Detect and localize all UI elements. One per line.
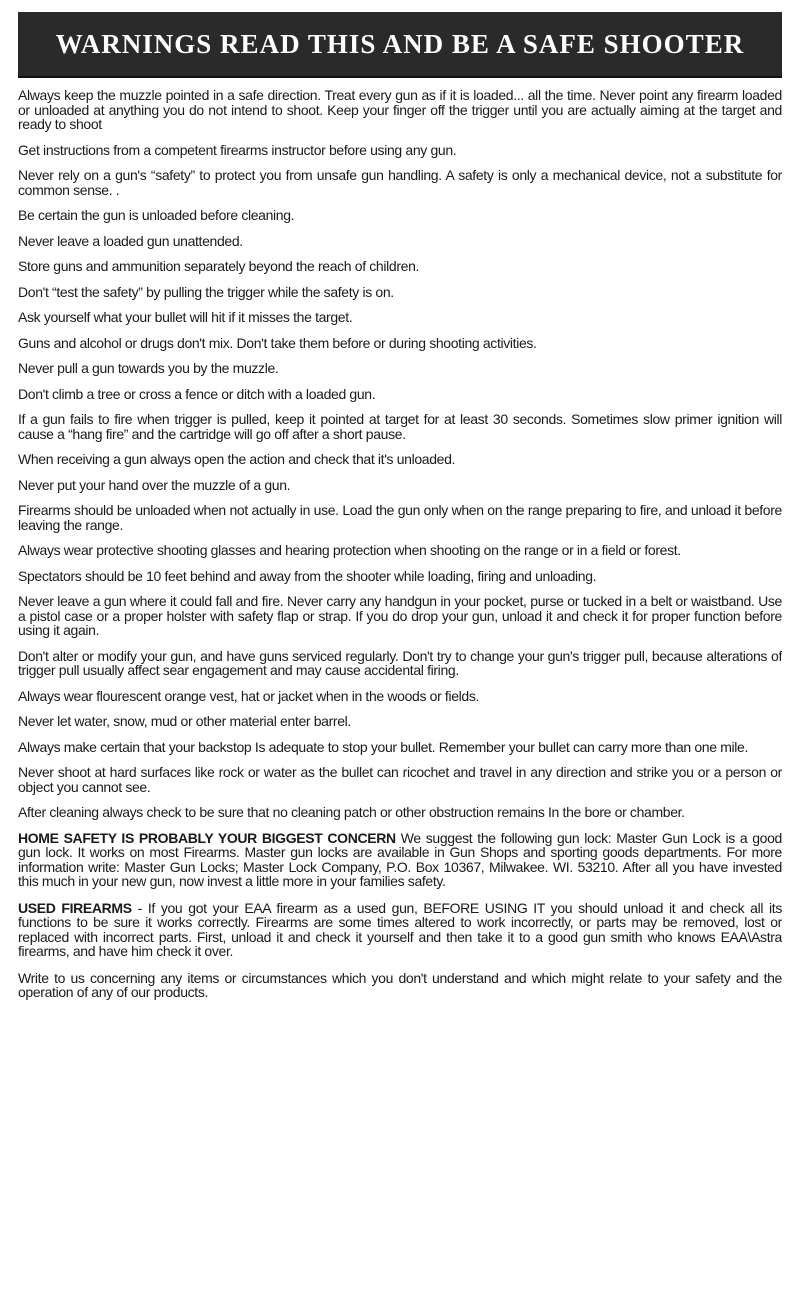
used-firearms-body: - If you got your EAA firearm as a used gun, BEFORE USING IT you should unload it and check all its functions to be sure it works correctly. Firearms are some times altered to work incorrectly, or parts may be removed, lost or replaced with incorrect parts. First, unload it and check it yourself and then take it to a good gun smith who knows EAA\Astra firearms, and have him check it over. <box>18 899 782 959</box>
rule-item: Never rely on a gun's “safety” to protect you from unsafe gun handling. A safety is only a mechanical device, not a substitute for common sense. . <box>18 167 782 198</box>
rule-item: Firearms should be unloaded when not actually in use. Load the gun only when on the range preparing to fire, and unload it before leaving the range. <box>18 502 782 533</box>
used-firearms-paragraph <box>18 901 782 959</box>
rule-item: Spectators should be 10 feet behind and away from the shooter while loading, firing and unloading. <box>18 567 597 584</box>
rule-item: Never pull a gun towards you by the muzzle. <box>18 360 279 376</box>
rule-item: Ask yourself what your bullet will hit if it misses the target. <box>18 309 353 325</box>
rule-item: Don't “test the safety” by pulling the trigger while the safety is on. <box>18 283 394 300</box>
home-safety-paragraph <box>18 831 782 889</box>
rule-item: Always wear flourescent orange vest, hat or jacket when in the woods or fields. <box>18 687 480 704</box>
rule-item: Always wear protective shooting glasses and hearing protection when shooting on the range or in a field or forest. <box>18 542 681 558</box>
rule-item: Be certain the gun is unloaded before cleaning. <box>18 207 295 223</box>
rule-item: Always make certain that your backstop Is adequate to stop your bullet. Remember your bullet can carry more than one mile. <box>18 738 749 755</box>
safety-rules-list <box>18 88 782 820</box>
rule-item: If a gun fails to fire when trigger is pulled, keep it pointed at target for at least 30 seconds. Sometimes slow primer ignition will cause a “hang fire” and the cartridge will go off after a short pause. <box>18 411 782 442</box>
rule-item: Never put your hand over the muzzle of a gun. <box>18 476 291 493</box>
warnings-banner: WARNINGS READ THIS AND BE A SAFE SHOOTER <box>18 12 782 78</box>
rule-item: Don't climb a tree or cross a fence or ditch with a loaded gun. <box>18 385 376 402</box>
rule-item: Never let water, snow, mud or other material enter barrel. <box>18 713 351 729</box>
rule-item: Never leave a gun where it could fall and fire. Never carry any handgun in your pocket, purse or tucked in a belt or waistband. Use a pistol case or a proper holster with safety flap or strap. If you do drop your gun, unload it and check it for proper function before using it again. <box>18 593 782 638</box>
used-firearms-heading: USED FIREARMS <box>18 899 132 916</box>
home-safety-heading: HOME SAFETY IS PROBABLY YOUR BIGGEST CONCERN <box>18 829 396 846</box>
rule-item: Store guns and ammunition separately beyond the reach of children. <box>18 258 420 274</box>
rule-item: Never leave a loaded gun unattended. <box>18 232 243 249</box>
rule-item: Don't alter or modify your gun, and have guns serviced regularly. Don't try to change your gun's trigger pull, because alterations of trigger pull usually affect sear engagement and may cause accidental firing. <box>18 647 782 678</box>
rule-item: Get instructions from a competent firearms instructor before using any gun. <box>18 141 457 158</box>
warnings-page <box>18 12 782 1290</box>
home-safety-body: We suggest the following gun lock: Master Gun Lock is a good gun lock. It works on most Firearms. Master gun locks are available in Gun Shops and sporting goods departments. For more information write: Master Gun Locks; Master Lock Company, P.O. Box 10367, Milwakee. WI. 53210. After all you have invested this much in your new gun, now invest a little more in your families safety. <box>18 829 782 889</box>
rule-item: Guns and alcohol or drugs don't mix. Don't take them before or during shooting activities. <box>18 334 537 351</box>
closing-paragraph: Write to us concerning any items or circumstances which you don't understand and which might relate to your safety and the operation of any of our products. <box>18 969 782 1000</box>
rule-item: When receiving a gun always open the action and check that it's unloaded. <box>18 451 456 467</box>
rule-item: After cleaning always check to be sure that no cleaning patch or other obstruction remains In the bore or chamber. <box>18 804 685 820</box>
rule-item: Always keep the muzzle pointed in a safe direction. Treat every gun as if it is loaded... all the time. Never point any firearm loaded or unloaded at anything you do not intend to shoot. Keep your finger off the trigger until you are actually aiming at the target and ready to shoot <box>18 87 782 132</box>
rule-item: Never shoot at hard surfaces like rock or water as the bullet can ricochet and travel in any direction and strike you or a person or object you cannot see. <box>18 764 782 795</box>
